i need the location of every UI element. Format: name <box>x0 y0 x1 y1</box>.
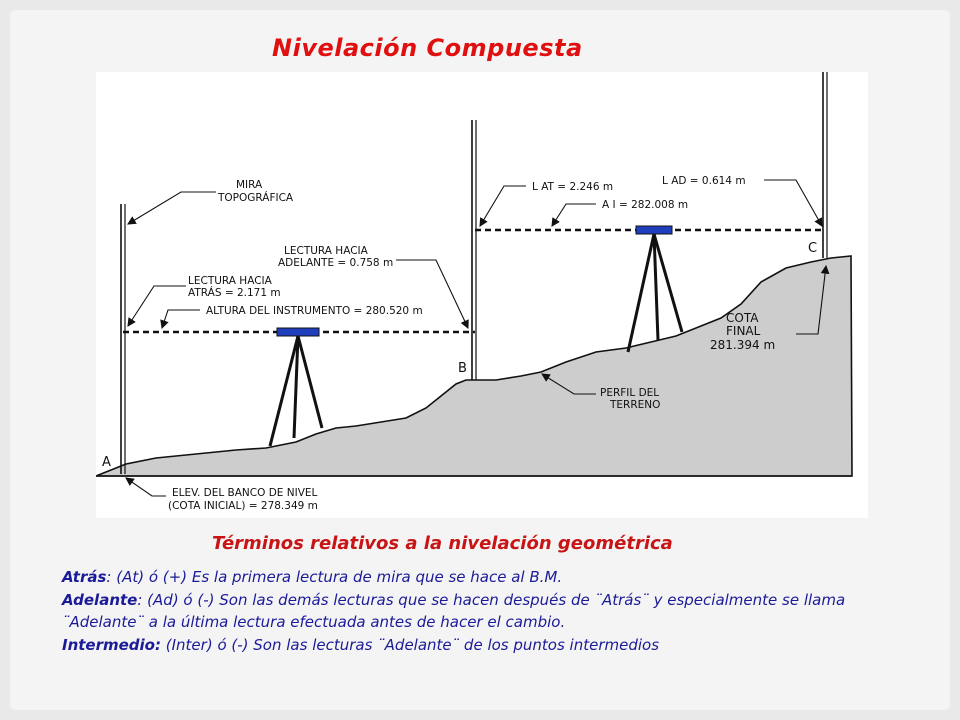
term-adelante <box>62 589 922 634</box>
leader-adelante-1 <box>396 260 468 328</box>
point-b-label: B <box>458 361 467 376</box>
label-elev-2: (COTA INICIAL) = 278.349 m <box>168 500 318 512</box>
label-altura-instrumento: ALTURA DEL INSTRUMENTO = 280.520 m <box>206 305 423 317</box>
label-atras-1-line1: LECTURA HACIA <box>188 275 272 287</box>
label-mira-2: TOPOGRÁFICA <box>218 192 294 204</box>
term-adelante-name: Adelante <box>62 590 138 609</box>
label-adelante-1-line2: ADELANTE = 0.758 m <box>278 257 394 269</box>
leveling-diagram <box>96 72 868 518</box>
leader-lat <box>480 186 526 226</box>
leader-ai <box>552 204 596 226</box>
terms-subtitle: Términos relativos a la nivelación geométrica <box>212 533 673 554</box>
term-intermedio-name: Intermedio: <box>62 635 161 654</box>
label-perfil-2: TERRENO <box>610 399 661 411</box>
term-adelante-text: : (Ad) ó (-) Son las demás lecturas que se hacen después de ¨Atrás¨ y especialmente se llama ¨Adelante¨ a la última lectura efectuada antes de hacer el cambio. <box>62 590 846 631</box>
label-lat: L AT = 2.246 m <box>532 181 614 193</box>
point-c-label: C <box>808 241 818 256</box>
term-intermedio-text: (Inter) ó (-) Son las lecturas ¨Adelante¨ de los puntos intermedios <box>161 635 660 654</box>
label-elev-1: ELEV. DEL BANCO DE NIVEL <box>172 487 318 499</box>
label-cota-final-3: 281.394 m <box>710 338 776 352</box>
label-lad: L AD = 0.614 m <box>662 175 746 187</box>
tripod-1-leg-right <box>298 336 322 428</box>
term-atras-name: Atrás <box>62 568 107 586</box>
slide-title: Nivelación Compuesta <box>272 34 583 62</box>
leader-lad <box>764 180 822 226</box>
instrument-2-icon <box>636 226 672 234</box>
label-perfil-1: PERFIL DEL <box>600 387 660 399</box>
label-atras-1-line2: ATRÁS = 2.171 m <box>188 287 281 299</box>
leader-altura <box>162 310 200 328</box>
label-cota-final-1: COTA <box>726 311 759 325</box>
tripod-2-leg-left <box>628 234 654 352</box>
term-atras <box>62 566 922 589</box>
terms-list <box>62 566 922 656</box>
label-ai: A I = 282.008 m <box>602 199 689 211</box>
term-intermedio <box>62 634 922 657</box>
term-atras-text: : (At) ó (+) Es la primera lectura de mira que se hace al B.M. <box>106 568 563 586</box>
leveling-diagram-svg <box>96 72 868 518</box>
leader-elev <box>126 478 166 496</box>
label-mira-1: MIRA <box>236 179 263 191</box>
instrument-1-icon <box>277 328 319 336</box>
leader-atras-1 <box>128 286 186 326</box>
label-adelante-1-line1: LECTURA HACIA <box>284 245 368 257</box>
label-cota-final-2: FINAL <box>726 324 761 338</box>
point-a-label: A <box>102 455 111 470</box>
leader-mira <box>128 192 216 224</box>
